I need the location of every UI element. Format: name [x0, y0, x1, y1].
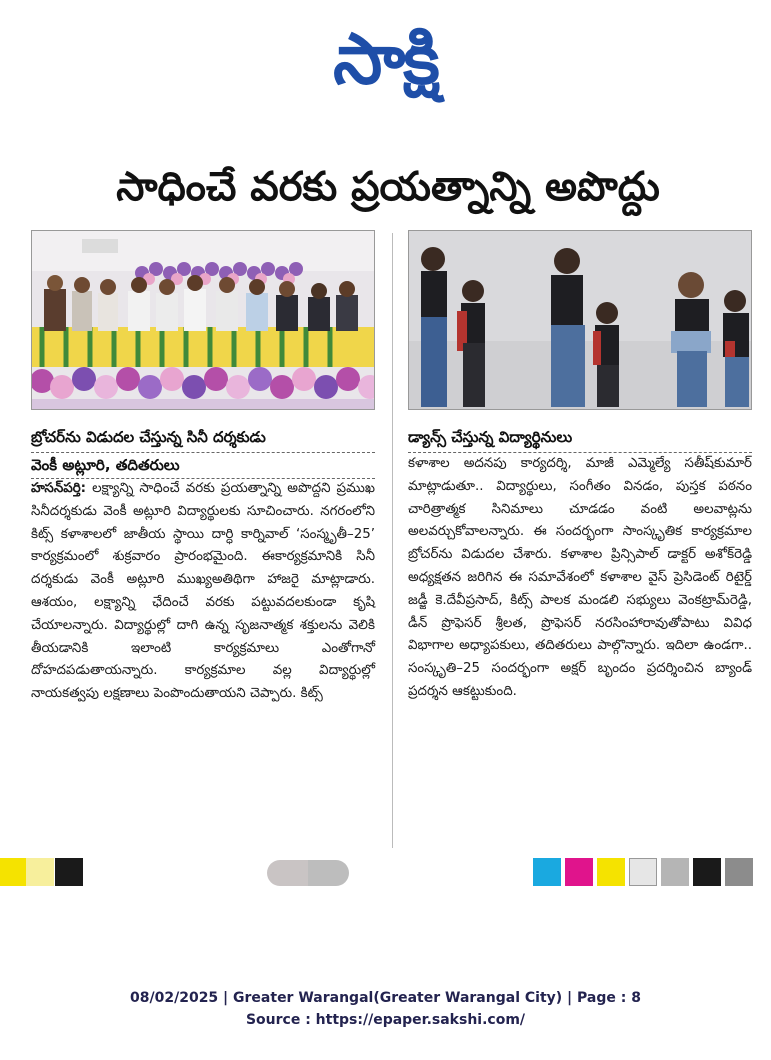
photo-right-caption: డ్యాన్స్ చేస్తున్న విద్యార్థినులు	[408, 428, 573, 446]
footer-source-link[interactable]: Source : https://epaper.sakshi.com/	[245, 1012, 526, 1028]
photo-left-caption-line1: బ్రోచర్‌ను విడుదల చేస్తున్న సినీ దర్శకుడు	[31, 428, 266, 446]
footer-date-edition: 08/02/2025 | Greater Warangal(Greater Warangal City) | Page : 8	[130, 990, 641, 1006]
article-body-right-column	[408, 453, 752, 704]
registration-swatch	[725, 858, 753, 886]
body-text-right: కళాశాల అదనపు కార్యదర్శి, మాజీ ఎమ్మెల్యే సతీష్‌కుమార్ మాట్లాడుతూ.. విద్యార్థులు, సంగీతం వినడం, పుస్తక పఠనం చారిత్రాత్మక సినిమాలు చూడడం వంటి అలవాట్లను అలవర్చుకోవాలన్నారు. ఈ సందర్భంగా సాంస్కృతిక కార్యక్రమాల బ్రోచర్‌ను విడుదల చేశారు. కళాశాల ప్రిన్సిపాల్ డాక్టర్ అశోక్‌రెడ్డి అధ్యక్షతన జరిగిన ఈ సమావేశంలో కళాశాల వైస్ ప్రెసిడెంట్ రిటైర్డ్ జడ్జీ కె.దేవీప్రసాద్, కిట్స్ పాలక మండలి సభ్యులు వెంకట్రామ్‌రెడ్డి, డీన్ ప్రొఫెసర్ శ్రీలత, ప్రొఫెసర్ నరసింహారావుతోపాటు వివిధ విభాగాల అధ్యాపకులు, తదితరులు పాల్గొన్నారు. ఇదిలా ఉండగా.. సంస్కృతి–25 సందర్భంగా అక్షర్ బృందం ప్రదర్శించిన బ్యాండ్ ప్రదర్శన ఆకట్టుకుంది.	[408, 456, 752, 699]
photo-left-caption-line2: వెంకీ అట్లూరి, తదితరులు	[31, 456, 180, 474]
registration-pill	[267, 860, 349, 886]
masthead-logo: సాక్షి	[333, 18, 438, 100]
registration-swatch	[661, 858, 689, 886]
registration-swatch	[26, 858, 54, 886]
registration-swatch	[565, 858, 593, 886]
registration-swatch	[597, 858, 625, 886]
dateline: హసన్‌పర్తి:	[31, 481, 87, 496]
caption-rule	[31, 452, 375, 453]
registration-swatch	[629, 858, 657, 886]
registration-swatch	[533, 858, 561, 886]
registration-swatch	[693, 858, 721, 886]
photo-brochure-release	[31, 230, 375, 410]
column-divider	[392, 233, 393, 848]
registration-swatch	[55, 858, 83, 886]
registration-swatch	[0, 858, 28, 886]
body-text-left: లక్ష్యాన్ని సాధించే వరకు ప్రయత్నాన్ని అపొద్దని ప్రముఖ సినీదర్శకుడు వెంకీ అట్లూరి విద్యార్థులకు సూచించారు. నగరంలోని కిట్స్ కళాశాలలో జాతీయ స్థాయి దార్ధి కార్నివాల్ ‘సంస్మృతీ–25’ కార్యక్రమంలో శుక్రవారం ప్రారంభమైంది. ఈకార్యక్రమానికి సినీ దర్శకుడు వెంకీ అట్లూరి ముఖ్యఅతిథిగా హాజరై మాట్లాడారు. ఆశయం, లక్ష్యాన్ని ఛేదించే వరకు పట్టువదలకుండా కృషి చేయాలన్నారు. విద్యార్థుల్లో దాగి ఉన్న సృజనాత్మక శక్తులను వెలికి తీయడానికి ఇలాంటి కార్యక్రమాలు ఎంతోగానో దోహదపడుతాయన్నారు. కార్యక్రమాల వల్ల విద్యార్థుల్లో నాయకత్వపు లక్షణాలు పెంపొందుతాయని చెప్పారు. కిట్స్	[31, 481, 375, 702]
article-headline: సాధించే వరకు ప్రయత్నాన్ని అపొద్దు	[116, 164, 660, 210]
photo-dance-performance	[408, 230, 752, 410]
article-body-left-column	[31, 478, 375, 706]
